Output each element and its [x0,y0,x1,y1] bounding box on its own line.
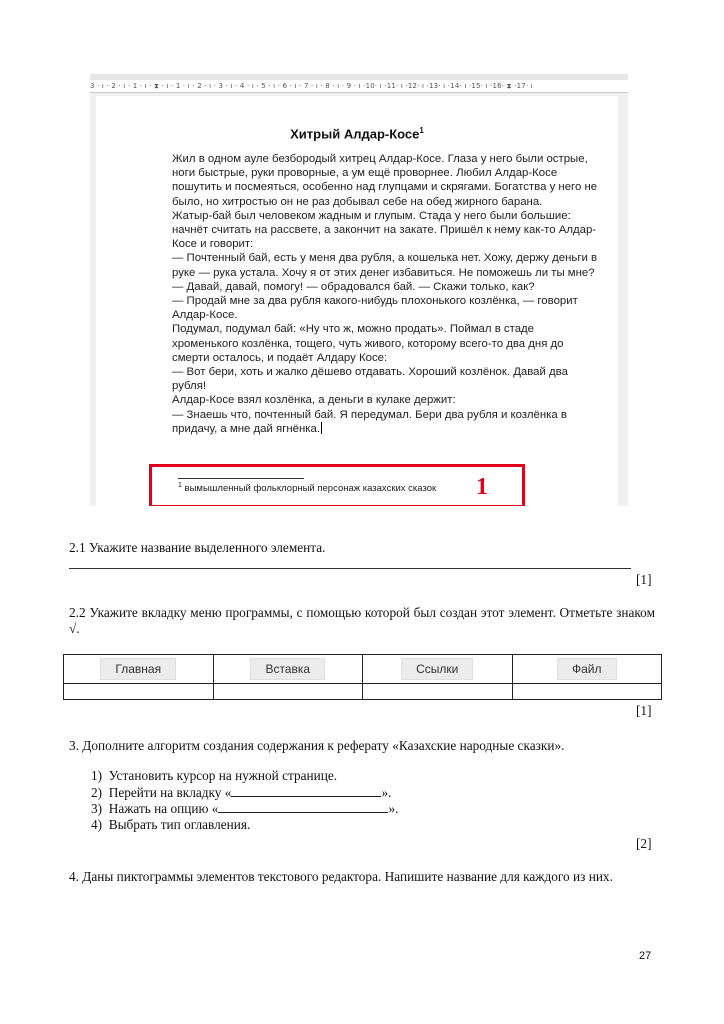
document-title-text: Хитрый Алдар-Косе [290,126,420,142]
body-paragraph: — Давай, давай, помогу! — обрадовался бай. — Скажи только, как? [172,280,535,293]
document-page [96,96,618,506]
question-2-2: 2.2 Укажите вкладку меню программы, с помощью которой был создан этот элемент. Отметьте знаком √. [69,605,655,636]
step-1 [91,768,398,784]
option-cell [213,655,363,684]
footnote-text: вымышленный фольклорный персонаж казахских сказок [181,483,437,495]
checkmark-cell[interactable] [363,684,513,700]
option-fail: Файл [557,658,617,680]
document-title [96,126,618,141]
checkmark-cell[interactable] [213,684,363,700]
tab-options-row [64,655,662,684]
tab-options-table [63,654,662,700]
body-paragraph: Алдар-Косе взял козлёнка, а деньги в кулаке держит: [172,394,456,407]
horizontal-ruler [90,80,628,93]
step-number: 3) [91,801,103,816]
option-cell [64,655,214,684]
step-4 [91,817,398,833]
checkmark-cell[interactable] [512,684,662,700]
text-cursor [321,422,322,434]
checkmark-cell[interactable] [64,684,214,700]
step-2 [91,784,398,801]
checkmark-row [64,684,662,700]
option-glavnaya: Главная [100,658,176,680]
blank-tab-name[interactable] [231,784,381,797]
body-paragraph: Жатыр-бай был человеком жадным и глупым. Стада у него были большие: начнёт считать на рассвете, а закончит на закате. Пришёл к нему как-то Алдар-Косе и говорит: [172,209,597,251]
algorithm-steps [91,768,398,832]
question-3: 3. Дополните алгоритм создания содержания к реферату «Казахские народные сказки». [69,738,565,753]
mark-2-2: [1] [636,703,652,718]
step-text-end: ». [388,801,399,816]
body-paragraph: Жил в одном ауле безбородый хитрец Алдар-Косе. Глаза у него были острые, ноги быстрые, руки проворные, а ум ещё проворнее. Любил Алдар-Косе пошутить и посмеяться, особенно над глупцами и скрягами. Богатства у него не было, но хитростью он не раз добывал себе на обед жирного барана. [172,153,598,208]
step-number: 4) [91,816,103,832]
step-text-end: ». [381,784,392,800]
body-paragraph: — Почтенный бай, есть у меня два рубля, а кошелька нет. Хожу, держу деньги в руке — рука устала. Хочу я от этих денег избавиться. Не поможешь ли ты мне? [172,252,598,279]
step-text: Перейти на вкладку « [108,784,232,800]
blank-option-name[interactable] [218,800,388,813]
body-paragraph: — Продай мне за два рубля какого-нибудь плохонького козлёнка, — говорит Алдар-Косе. [172,295,578,322]
body-paragraph: — Вот бери, хоть и жалко дёшево отдавать. Хороший козлёнок. Давай два рубля! [172,366,568,393]
step-text: Установить курсор на нужной странице. [108,768,338,783]
ruler-scale: 3 · ı · 2 · ı · 1 · ı · ⧗ · ı · 1 · ı · 2 · ı · 3 · ı · 4 · ı · 5 · ı · 6 · ı · 7 · ı · 8 · ı · 9 · ı ·10· ı ·11· ı ·12· ı ·13· ı ·14· ı ·15· ı ·16· ⧗ ·17· ı [90,82,533,90]
option-cell [363,655,513,684]
highlight-box [149,464,525,506]
question-2-1: 2.1 Укажите название выделенного элемента. [69,540,326,555]
word-document-screenshot [90,74,628,506]
highlight-number: 1 [476,474,488,500]
page-number: 27 [639,950,652,962]
mark-2-1: [1] [636,572,652,587]
document-body [172,152,602,436]
footnote-ref: 1 [178,482,182,489]
option-cell [512,655,662,684]
option-ssylki: Ссылки [401,658,473,680]
step-number: 1) [91,768,103,783]
option-vstavka: Вставка [250,658,325,680]
question-4: 4. Даны пиктограммы элементов текстового редактора. Напишите название для каждого из них. [69,869,613,884]
body-paragraph: Подумал, подумал бай: «Ну что ж, можно продать». Поймал в стаде хроменького козлёнка, тощего, чуть живого, которому всего-то два дня до смерти осталось, и подаёт Алдару Косе: [172,323,564,364]
step-text: Нажать на опцию « [108,801,219,816]
step-3 [91,800,398,817]
step-number: 2) [91,784,103,800]
mark-3: [2] [636,836,652,851]
answer-line-2-1[interactable] [69,568,631,569]
body-paragraph-text: — Знаешь что, почтенный бай. Я передумал. Бери два рубля и козлёнка в придачу, а мне дай ягнёнка. [172,408,567,435]
step-text: Выбрать тип оглавления. [108,816,251,832]
body-paragraph-last [172,408,602,436]
title-footnote-ref: 1 [419,126,424,135]
